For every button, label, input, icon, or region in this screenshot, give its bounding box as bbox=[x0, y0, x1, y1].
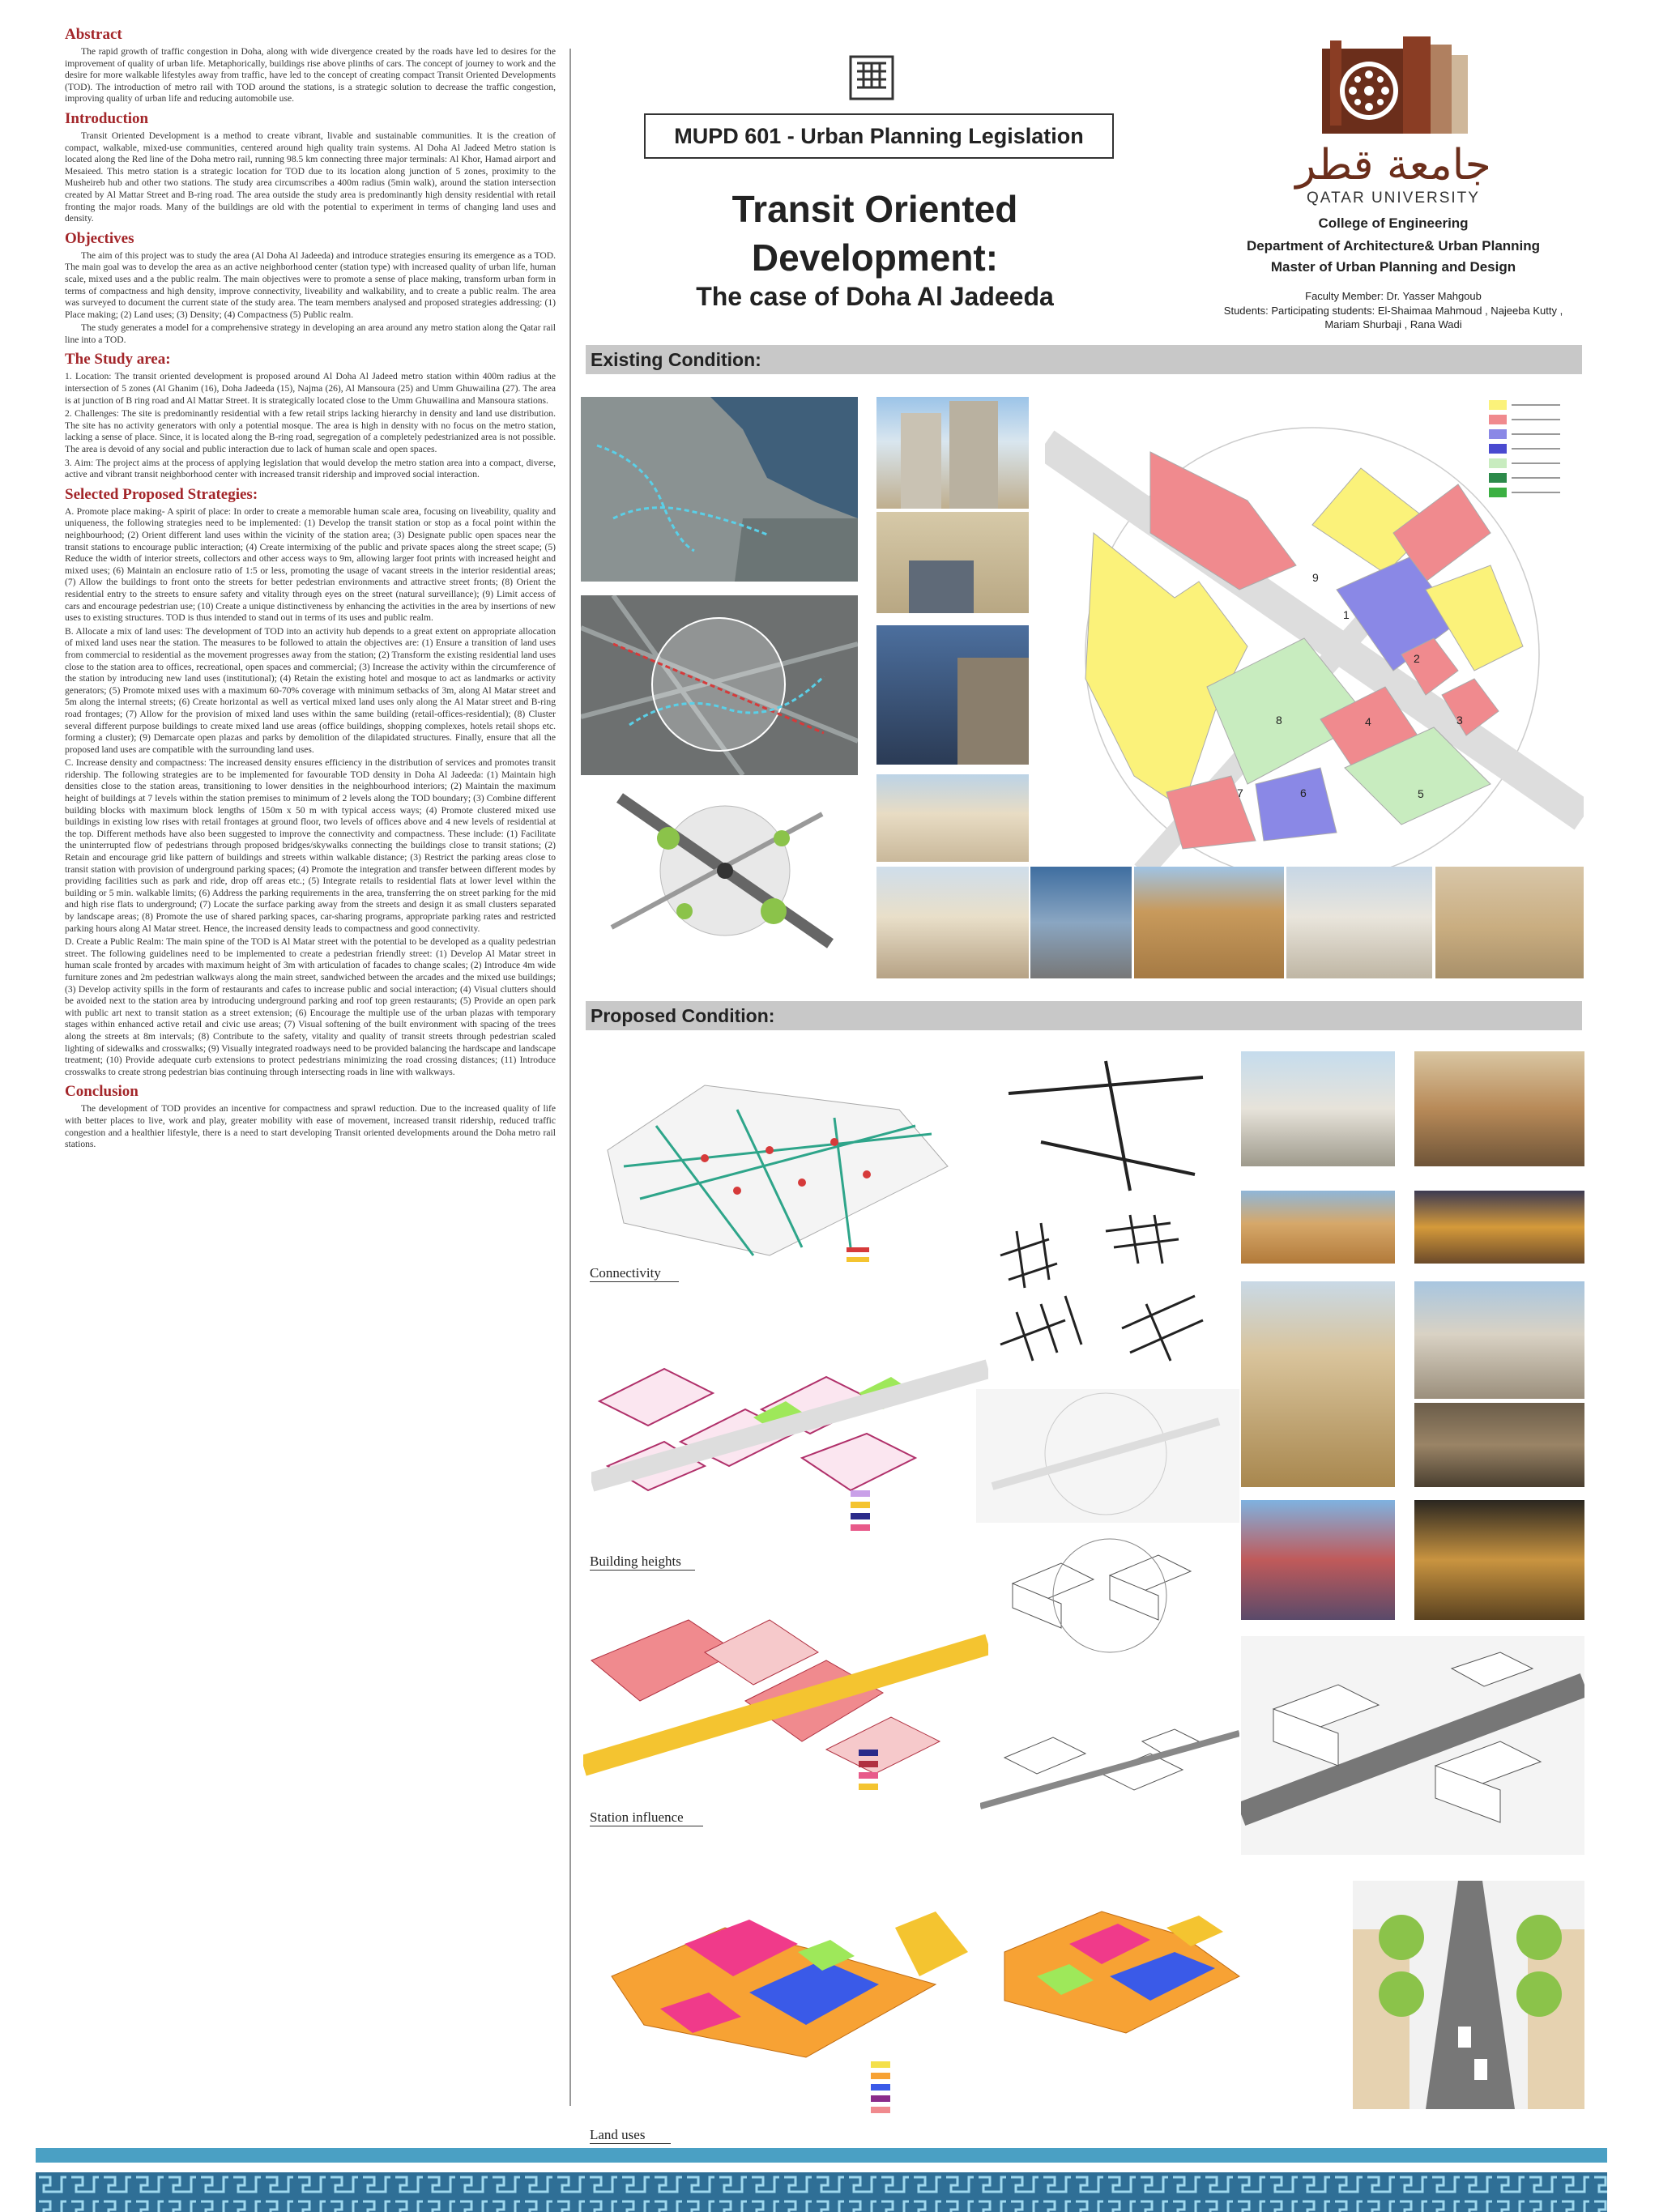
proposed-condition-bar: Proposed Condition: bbox=[586, 1001, 1582, 1030]
program-name: Master of Urban Planning and Design bbox=[1270, 259, 1516, 275]
study-location-text: 1. Location: The transit oriented development is proposed around Al Doha Al Jadeed metro station within 400m radius at the intersection of 5 zones (Al Ghanim (16), Doha Jadeeda (15), Najma (26), Al Mansoura (25) and Umm Ghuwailina (27). The area is at junction of B ring road and Al Mattar Street. It is strategically located close to the Umm Ghuwailina and Mansoura stations. bbox=[65, 371, 556, 406]
station-diagram bbox=[595, 790, 855, 952]
plaza-photo bbox=[1241, 1051, 1395, 1166]
footer-pattern-band bbox=[36, 2148, 1607, 2212]
station-influence-diagram bbox=[583, 1588, 988, 1798]
colonnade-photo bbox=[1241, 1191, 1395, 1264]
building-heights-diagram bbox=[591, 1320, 988, 1539]
map-number-3: 3 bbox=[1456, 714, 1463, 727]
aerial-map-photo bbox=[581, 397, 858, 582]
building-entrance-photo bbox=[876, 512, 1029, 613]
night-street-photo bbox=[1414, 1500, 1584, 1620]
students-list: Students: Participating students: El-Shaimaa Mahmoud , Najeeba Kutty , Mariam Shurbaji , Rana Wadi bbox=[1223, 305, 1563, 330]
objectives-text: The aim of this project was to study the area (Al Doha Al Jadeeda) and introduce strategies ensuring its emergence as a TOD. The main goal was to develop the area as an active neighborhood center (station type) with increased quality of urban life, human scale, mixed uses and a the public realm. The main objectives were to promote a sense of place making, transform urban form in terms of compactness and high density, improve connectivity, liveability and walkability, and to create a public realm. The area was surveyed to document the current state of the study area. The team members analysed and proposed strategies addressing: (1) Place making; (2) Land uses; (3) Density; (4) Compactness (5) Public realm. bbox=[65, 249, 556, 320]
map-number-1: 1 bbox=[1343, 608, 1350, 621]
map-number-4: 4 bbox=[1365, 715, 1371, 728]
study-challenges-text: 2. Challenges: The site is predominantly residential with a few retail strips lacking hierarchy in density and land use distribution. The site has no activity generators with only a potential mosque. The area is high in density with no focus on the metro station, lacking a sense of place. Since, it is located along the B-ring road, segregation of a completely pedestrianized area is not possible. The area is devoid of any social and public interaction due to lack of human scale and open spaces. bbox=[65, 408, 556, 455]
calligraphy-emblem bbox=[847, 53, 896, 102]
street-network-sketch bbox=[992, 1045, 1227, 1199]
conclusion-text: The development of TOD provides an incentive for compactness and sprawl reduction. Due to the increased quality of life with better places to live, work and play, greater mobility with ease of movement, increased transit ridership, reduced traffic congestion and a healthier lifestyle, there is a need to start developing Transit oriented developments around the Doha metro rail stations. bbox=[65, 1103, 556, 1150]
strategy-c-text: C. Increase density and compactness: The increased density ensures efficiency in the distribution of services and promotes transit ridership. The following strategies are to be implemented for favourable TOD density in Doha Al Jadeeda: (1) Maintain high densities close to the station areas, transitioning to lower densities in the neighbourhood interiors; (2) Maintain the maximum height of buildings at 7 levels within the station premises to minimum of 2 levels along the TOD boundary; (3) Combine different building blocks with maximum block lengths of 150m x 50 m with typical access ways; (4) Promote clustered mixed use buildings in existing low rises with retail frontages at ground floor, two levels of offices above and 4 new levels of residential at the top. Different methods have also been suggested to improve the connectivity and compactness. These include: (1) Facilitate the uninterrupted flow of pedestrians through proposed bridges/skywalks connecting the buildings close to transit stations; (2) Retain and encourage grid like pattern of buildings and streets within walkable distance; (3) Restrict the parking areas close to transit station with provision of underground parking spaces; (4) Promote the integration and transfer between different modes by providing facilities such as park and ride, drop off areas etc.; (5) Integrate retails to residential flats at lower level within the building or 5 min. walkable limits; (6) Address the parking requirements in the area, transferring the on street parking for the mid and high rise flats to underground; (7) Locate the surface parking away from the streets and design it as small clusters separated by landscape areas; (8) Promote the use of shared parking spaces, car-sharing programs, appropriate parking rates and restricted parking hours along Al Matar street. Hence, the increased density leads to compactness and good connectivity. bbox=[65, 757, 556, 934]
connectivity-label: Connectivity bbox=[590, 1265, 679, 1282]
department-name: Department of Architecture& Urban Planning bbox=[1246, 238, 1541, 254]
university-block bbox=[1215, 32, 1572, 331]
title-line-2: Development: bbox=[751, 237, 999, 279]
course-title-box: MUPD 601 - Urban Planning Legislation bbox=[644, 113, 1114, 159]
land-uses-diagram-right bbox=[988, 1863, 1256, 2106]
existing-land-use-map bbox=[1045, 395, 1584, 872]
map-number-5: 5 bbox=[1418, 787, 1424, 800]
map-number-6: 6 bbox=[1300, 786, 1307, 799]
street-photo-5 bbox=[876, 867, 1029, 978]
strategies-heading: Selected Proposed Strategies: bbox=[65, 485, 258, 503]
street-photo-4 bbox=[1030, 867, 1132, 978]
strategy-a-text: A. Promote place making- A spirit of place: In order to create a memorable human scale area, focusing on liveability, quality and uniqueness, the following strategies need to be implemented: (1) Develop the transit station or stop as a focal point within the neighbourhood; (2) Orient different land uses within the vicinity of the station area; (3) Designate public open spaces near the transit stations to encourage public interaction; (4) Create intermixing of the public and private spaces along the street scape; (5) Reduce the width of interior streets, collectors and other access ways to 9m, allowing larger foot prints with increased height and mixed uses; (6) Maintain an enclosure ratio of 1:5 or less, promoting the usage of vacant streets in the interior residential areas; (7) Allow the buildings to front onto the streets for better pedestrian environments and attractive street fronts; (8) Orient the residential entry to the streets to ensure safety and vitality through eyes on the street (natural surveillance); (9) Limit access of cars and encourage pedestrian use; (10) Create a unique distinctiveness by enhancing the activities in the area by insertions of new uses to existing structures. TOD is thus intended to stand out in terms of its uses and public realm. bbox=[65, 505, 556, 624]
street-photo-1 bbox=[1435, 867, 1584, 978]
abstract-heading: Abstract bbox=[65, 26, 122, 43]
glass-tower-photo bbox=[876, 625, 1029, 765]
low-rise-street-photo bbox=[876, 774, 1029, 862]
map-number-8: 8 bbox=[1276, 714, 1282, 727]
station-influence-label: Station influence bbox=[590, 1809, 703, 1826]
map-number-9: 9 bbox=[1312, 571, 1319, 584]
faculty-member: Faculty Member: Dr. Yasser Mahgoub bbox=[1305, 290, 1482, 302]
buildings-massing-1 bbox=[980, 1535, 1239, 1656]
map-legend bbox=[1489, 400, 1560, 497]
buildings-massing-faint bbox=[976, 1389, 1239, 1523]
introduction-text: Transit Oriented Development is a method to create vibrant, livable and sustainable communities. It is the creation of compact, walkable, mixed-use communities, centered around high quality train systems. Al Doha Al Jadeed Metro station is located along the Red line of the Doha metro rail, running 98.5 km connecting three major terminals: Al Khor, Hamad airport and Mesaieed. This metro station is a strategic location for TOD due to its location along junction of 5 zones, proximity to the Musheireb hub and other two stations. The study area circumscribes a 400m radius (5min walk), around the station intersection created by Al Mattar Street and B-ring road. The area outside the study area is predominantly high density residential with retail fronting the major roads. Many of the buildings are old with the potential to experiment in terms of changing land uses and density. bbox=[65, 130, 556, 224]
strategy-d-text: D. Create a Public Realm: The main spine of the TOD is Al Matar street with the potential to be developed as a quality pedestrian street. The following guidelines need to be implemented to create a pedestrian friendly street: (1) Develop Al Matar street in human scale fronted by arcades with maximum height of 3m with articulation of facades to change scales; (2) Introduce 4m wide furniture zones and 2m pedestrian walkways along the main street, sandwiched between the arcades and the mixed use buildings; (3) Develop activity spills in the form of restaurants and cafes to increase public and social interaction; (4) Visual clutters should be avoided next to the station area by introducing underground parking and roof top green restaurants; (5) Provide an open park with public art next to transit station as a street extension; (6) Encourage the multiple use of the urban plazas with temporary stages within enhanced active retail and civic use areas; (7) Visual softening of the built environment with spacing of the trees along the streets at 8m intervals; (8) Contribute to the safety, vitality and quality of transit streets through pedestrian scaled lighting of sidewalks and crosswalks; (9) Visually integrated roadways need to be provided balancing the hardscape and landscape treatment; (10) Provide adequate curb extensions to protect pedestrians minimizing the road crossing distances; (11) Introduce crosswalks to create strong pedestrian bias continuing through intersecting roads in line with walkways. bbox=[65, 936, 556, 1077]
introduction-heading: Introduction bbox=[65, 109, 149, 127]
square-photo bbox=[1414, 1281, 1584, 1399]
left-text-column bbox=[65, 21, 556, 2159]
street-section-render bbox=[1353, 1881, 1584, 2109]
building-facade-photo bbox=[1414, 1403, 1584, 1487]
land-uses-label: Land uses bbox=[590, 2127, 671, 2144]
college-name: College of Engineering bbox=[1318, 215, 1469, 231]
qatar-university-logo bbox=[1306, 32, 1484, 142]
land-uses-diagram-left bbox=[587, 1855, 992, 2122]
poster-subtitle: The case of Doha Al Jadeeda bbox=[696, 282, 1054, 311]
site-radius-map-photo bbox=[581, 595, 858, 775]
conclusion-heading: Conclusion bbox=[65, 1083, 139, 1101]
title-line-1: Transit Oriented bbox=[731, 188, 1018, 230]
tower-photo bbox=[876, 397, 1029, 509]
study-aim-text: 3. Aim: The project aims at the process of applying legislation that would develop the metro station area into a compact, diverse, active and vibrant transit neighborhood center with increased transit ridership and improved social interaction. bbox=[65, 457, 556, 480]
crowded-street-photo bbox=[1241, 1500, 1395, 1620]
objectives-heading: Objectives bbox=[65, 229, 134, 247]
poster-title bbox=[616, 185, 1134, 282]
arcade-tree-photo bbox=[1241, 1281, 1395, 1487]
university-arabic-name: جامعة قطر bbox=[1295, 141, 1491, 190]
university-english-name: QATAR UNIVERSITY bbox=[1307, 190, 1480, 207]
street-photo-2 bbox=[1286, 867, 1432, 978]
strategy-b-text: B. Allocate a mix of land uses: The development of TOD into an activity hub depends to a great extent on appropriate allocation of mixed land uses near the station. The measures to be followed to attain the objectives are: (1) Ensure a transition of land uses from commercial to residential as the movement progresses away from the station; (2) Transform the existing residential land uses close to the station area to offices, recreational, open spaces and commercial; (3) Increase the activity within the circumference of the station by introducing new land uses (institutional); (4) Retain the existing hotel and mosque to act as landmarks or activity generators; (5) Promote mixed uses with a maximum 60-70% coverage with minimum setbacks of 3m, along Al Matar street and 5m along the internal streets; (6) Create horizontal as well as vertical mixed land uses only along the Al Matar street and B-ring road frontages; (7) Allow for the provision of mixed land uses within the same building (retail-offices-residential); (8) Cluster several different purpose buildings to create mixed land use areas (office buildings, shopping complexes, hotels retail shops etc. forming a cluster); (9) Demarcate open plazas and parks by demolition of the dilapidated structures. Finally, ensure that all the proposed land uses are compatible with the surrounding land uses. bbox=[65, 625, 556, 755]
street-grid-sketches bbox=[984, 1207, 1227, 1377]
map-number-7: 7 bbox=[1237, 786, 1243, 799]
abstract-text: The rapid growth of traffic congestion in Doha, along with wide divergence created by the roads have led to desires for the improvement of quality of urban life. Metaphorically, buildings rise above plinths of cars. The concept of journey to work and the desire for more walkable lifestyles away from traffic, have led to the concept of creating compact Transit Oriented Developments (TOD). The introduction of metro rail with TOD around the stations, is a strategic solution to decrease the traffic congestion, improving quality of urban life and reducing automobile use. bbox=[65, 46, 556, 104]
study-area-heading: The Study area: bbox=[65, 351, 171, 369]
map-number-2: 2 bbox=[1414, 652, 1420, 665]
evening-street-photo bbox=[1414, 1191, 1584, 1264]
connectivity-diagram bbox=[591, 1053, 988, 1272]
arcade-street-photo bbox=[1414, 1051, 1584, 1166]
existing-condition-bar: Existing Condition: bbox=[586, 345, 1582, 374]
objectives-text-2: The study generates a model for a comprehensive strategy in developing an area around any metro station along the Qatar rail line into a TOD. bbox=[65, 322, 556, 345]
street-photo-3 bbox=[1134, 867, 1284, 978]
column-divider bbox=[569, 49, 571, 2106]
buildings-massing-2 bbox=[980, 1717, 1239, 1822]
building-heights-label: Building heights bbox=[590, 1554, 695, 1571]
station-massing-render bbox=[1241, 1636, 1584, 1855]
